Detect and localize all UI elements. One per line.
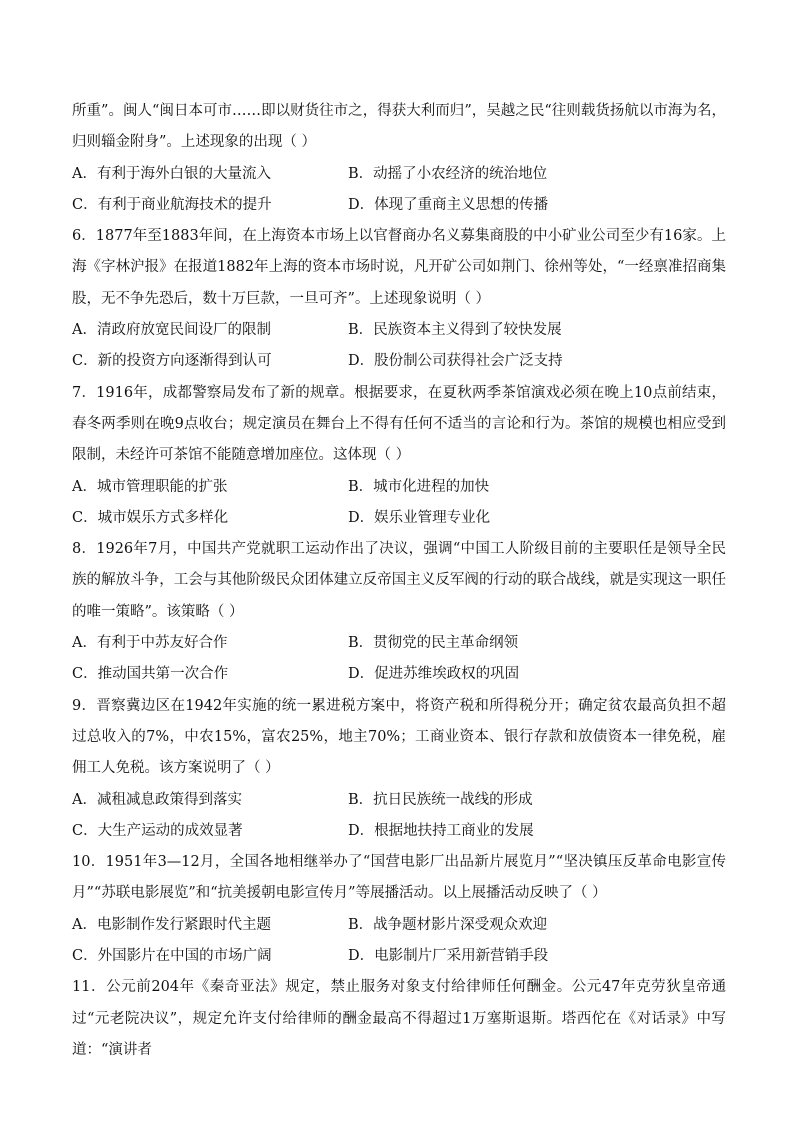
option-d: D．电影制片厂采用新营销手段 [348, 948, 549, 965]
option-b: B．贯彻党的民主革命纲领 [348, 635, 519, 652]
question-stem: 6．1877年至1883年间，在上海资本市场上以官督商办名义募集商股的中小矿业公司至少有16家。上海《字林沪报》在报道1882年上海的资本市场时说，凡开矿公司如荆门、徐州等处，“一经禀准招商集股，无不争先恐后，数十万巨款，一旦可齐”。上述现象说明（ ） [72, 228, 726, 307]
question-6 [72, 221, 726, 377]
options-row [72, 910, 726, 941]
option-a: A．有利于中苏友好合作 [72, 635, 228, 652]
options-row [72, 816, 726, 847]
option-c: C．有利于商业航海技术的提升 [72, 196, 272, 213]
option-a: A．城市管理职能的扩张 [72, 478, 228, 495]
question-5-continuation [72, 96, 726, 221]
option-c: C．外国影片在中国的市场广阔 [72, 948, 272, 965]
option-c: C．新的投资方向逐渐得到认可 [72, 353, 272, 370]
options-row [72, 346, 726, 377]
option-d: D．促进苏维埃政权的巩固 [348, 666, 520, 683]
option-a: A．清政府放宽民间设厂的限制 [72, 322, 271, 339]
options-row [72, 659, 726, 690]
option-c: C．城市娱乐方式多样化 [72, 509, 229, 526]
question-stem: 10．1951年3—12月，全国各地相继举办了“国营电影厂出品新片展览月”“坚决镇压反革命电影宣传月”“苏联电影展览”和“抗美援朝电影宣传月”等展播活动。以上展播活动反映了（ ） [72, 854, 726, 902]
options-row [72, 941, 726, 972]
option-a: A．电影制作发行紧跟时代主题 [72, 916, 271, 933]
options-row [72, 315, 726, 346]
option-b: B．民族资本主义得到了较快发展 [348, 322, 562, 339]
exam-page [72, 96, 726, 1066]
option-d: D．根据地扶持工商业的发展 [348, 822, 534, 839]
options-row [72, 159, 726, 190]
option-d: D．股份制公司获得社会广泛支持 [348, 353, 563, 370]
option-d: D．娱乐业管理专业化 [348, 509, 491, 526]
options-row [72, 785, 726, 816]
options-row [72, 472, 726, 503]
option-b: B．战争题材影片深受观众欢迎 [348, 916, 548, 933]
options-row [72, 190, 726, 221]
question-8 [72, 534, 726, 690]
option-b: B．城市化进程的加快 [348, 478, 490, 495]
option-c: C．推动国共第一次合作 [72, 666, 229, 683]
question-7 [72, 378, 726, 534]
options-row [72, 503, 726, 534]
question-stem: 9．晋察冀边区在1942年实施的统一累进税方案中，将资产税和所得税分开；确定贫农最高负担不超过总收入的7%，中农15%，富农25%，地主70%；工商业资本、银行存款和放债资本一律免税，雇佣工人免税。该方案说明了（ ） [72, 697, 726, 777]
option-a: A．减租减息政策得到落实 [72, 791, 242, 808]
option-a: A．有利于海外白银的大量流入 [72, 165, 271, 182]
question-stem: 8．1926年7月，中国共产党就职工运动作出了决议，强调“中国工人阶级目前的主要职任是领导全民族的解放斗争，工会与其他阶级民众团体建立反帝国主义反军阀的行动的联合战线，就是实现这一职任的唯一策略”。该策略（ ） [72, 541, 726, 620]
question-stem: 7．1916年，成都警察局发布了新的规章。根据要求，在夏秋两季茶馆演戏必须在晚上10点前结束，春冬两季则在晚9点收台；规定演员在舞台上不得有任何不适当的言论和行为。茶馆的规模也相应受到限制，未经许可茶馆不能随意增加座位。这体现（ ） [72, 384, 726, 464]
question-stem: 所重”。闽人“闽日本可市……即以财货往市之，得获大利而归”，吴越之民“往则载货扬航以市海为名，归则辎金附身”。上述现象的出现（ ） [72, 103, 726, 151]
question-10 [72, 847, 726, 972]
question-stem: 11．公元前204年《秦奇亚法》规定，禁止服务对象支付给律师任何酬金。公元47年克劳狄皇帝通过“元老院决议”，规定允许支付给律师的酬金最高不得超过1万塞斯退斯。塔西佗在《对话录》中写道：“演讲者 [72, 979, 726, 1058]
options-row [72, 628, 726, 659]
option-d: D．体现了重商主义思想的传播 [348, 196, 549, 213]
option-b: B．抗日民族统一战线的形成 [348, 791, 533, 808]
option-b: B．动摇了小农经济的统治地位 [348, 165, 548, 182]
option-c: C．大生产运动的成效显著 [72, 822, 243, 839]
question-11 [72, 972, 726, 1066]
question-9 [72, 691, 726, 847]
